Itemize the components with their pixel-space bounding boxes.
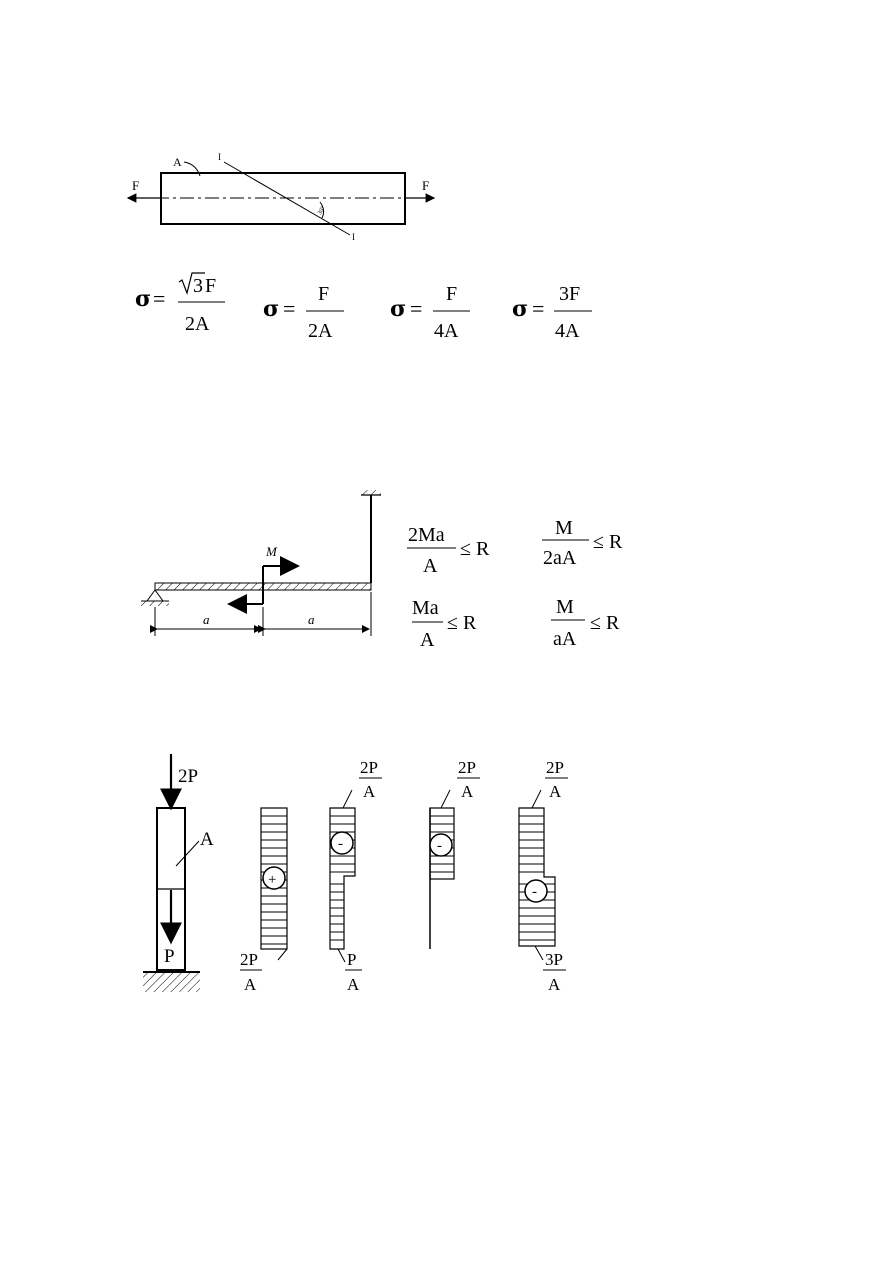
moment-label: M [266,544,277,559]
formula-numerator: F [205,275,217,297]
sigma-symbol: σ [135,286,152,312]
figure-2-beam [141,490,623,651]
formula-denominator: 2A [308,320,333,342]
area-label: A [200,829,214,850]
formula-denominator: 4A [434,320,459,342]
section-mark-top: I [218,152,221,162]
angle-mark: 30° [317,205,327,216]
condition-numerator: 2Ma [408,524,445,546]
sign-minus: - [532,884,537,900]
condition-option-2 [542,517,623,569]
stress-diagram-d [519,758,568,994]
label-numerator: 2P [240,950,258,969]
bottom-label-leader [338,949,345,962]
condition-relation: ≤ R [590,612,620,634]
equals-sign: = [532,296,545,321]
condition-option-4 [551,596,620,650]
sign-minus: - [437,838,442,854]
hatch-lines [519,816,555,940]
stress-diagram-b [330,758,382,994]
formula-numerator: 3F [559,283,581,305]
condition-relation: ≤ R [460,538,490,560]
top-label-denominator: A [461,782,474,801]
sigma-symbol: σ [512,296,529,322]
bottom-label-numerator: 3P [545,950,563,969]
bottom-label-denominator: A [548,975,561,994]
top-label-numerator: 2P [360,758,378,777]
sigma-symbol: σ [263,296,280,322]
load-label-top: 2P [178,766,199,787]
ground-hatch [143,972,200,992]
condition-relation: ≤ R [593,531,623,553]
label-leader [278,949,287,960]
top-label-leader [343,790,352,808]
condition-numerator: M [556,596,574,618]
condition-denominator: A [423,555,438,577]
load-label-mid: P [164,946,175,967]
condition-option-3 [412,597,477,651]
formula-option-2 [263,283,344,342]
condition-numerator: Ma [412,597,439,619]
equals-sign: = [153,286,166,311]
formula-denominator: 4A [555,320,580,342]
stress-block [519,808,555,946]
figure-1-tension-bar [128,152,592,342]
formula-denominator: 2A [185,313,210,335]
force-label-right: F [422,178,430,193]
stress-diagram-c [430,758,480,949]
sigma-symbol: σ [390,296,407,322]
top-label-denominator: A [549,782,562,801]
condition-relation: ≤ R [447,612,477,634]
span-label-left: a [203,612,210,627]
top-label-leader [532,790,541,808]
formula-option-3 [390,283,470,342]
bottom-label-denominator: A [347,975,360,994]
bottom-label-numerator: P [347,950,357,969]
condition-numerator: M [555,517,573,539]
equals-sign: = [283,296,296,321]
area-leader [176,841,199,866]
ceiling-hatch [361,490,381,495]
top-label-leader [441,790,450,808]
label-denominator: A [244,975,257,994]
pin-support [147,590,163,601]
equals-sign: = [410,296,423,321]
top-label-denominator: A [363,782,376,801]
condition-denominator: A [420,629,435,651]
formula-numerator: F [446,283,458,305]
formula-numerator: F [318,283,330,305]
sqrt-radicand: 3 [193,275,203,297]
span-label-right: a [308,612,315,627]
condition-denominator: 2aA [543,547,577,569]
sign-minus: - [338,836,343,852]
section-mark-bottom: I [352,232,355,242]
formula-option-1 [135,273,225,335]
stress-block [330,808,355,949]
bottom-label-leader [535,946,543,960]
ground-hatch [141,601,169,606]
sign-plus: + [268,872,277,888]
figure-3-column [143,754,568,994]
formula-option-4 [512,283,592,342]
condition-option-1 [407,524,490,577]
top-label-numerator: 2P [546,758,564,777]
condition-denominator: aA [553,628,577,650]
top-label-numerator: 2P [458,758,476,777]
stress-diagram-a [240,808,287,994]
area-label: A [173,155,182,169]
force-label-left: F [132,178,140,193]
